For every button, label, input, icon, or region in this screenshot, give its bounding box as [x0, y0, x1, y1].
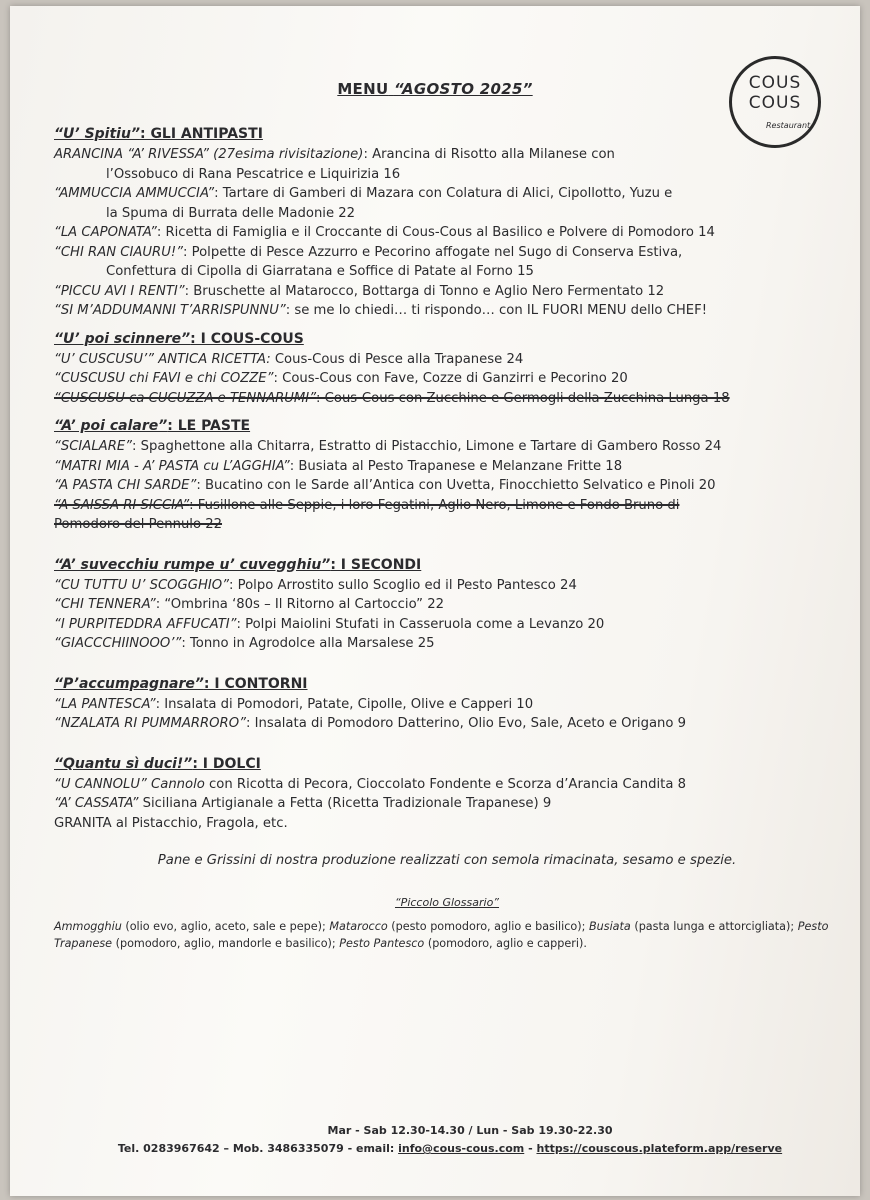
- menu-item-continuation: la Spuma di Burrata delle Madonie 22: [106, 205, 356, 221]
- section-heading-italic: “Quantu sì duci!”: [54, 755, 193, 772]
- menu-item-description: : Arancina di Risotto alla Milanese con: [363, 147, 615, 162]
- menu-item-continuation: Confettura di Cipolla di Giarratana e Soffice di Patate al Forno 15: [106, 264, 534, 279]
- menu-item: [54, 389, 840, 409]
- menu-item-line: [54, 714, 840, 734]
- menu-item-description: : Insalata di Pomodoro Datterino, Olio Evo, Sale, Aceto e Origano 9: [245, 716, 687, 731]
- glossary-term: Ammogghiu: [54, 920, 122, 933]
- menu-item: [54, 714, 840, 734]
- menu-item: [54, 775, 840, 795]
- section-heading-italic: “A’ suvecchiu rumpe u’ cuvegghiu”: [54, 556, 331, 573]
- menu-section: [54, 124, 840, 321]
- section-heading: [54, 674, 840, 695]
- menu-item-line: [54, 145, 840, 165]
- section-heading-title: : LE PASTE: [167, 418, 251, 434]
- menu-item-line: [54, 301, 840, 321]
- menu-item: [54, 437, 840, 457]
- menu-item-description: : Bruschette al Matarocco, Bottarga di Tonno e Aglio Nero Fermentato 12: [184, 283, 665, 299]
- menu-item-line: [54, 223, 840, 243]
- menu-item-description: : Bucatino con le Sarde all’Antica con Uvetta, Finocchietto Selvatico e Pinoli 20: [196, 478, 716, 493]
- glossary-term: Pesto Pantesco: [339, 937, 425, 950]
- glossary-definition: (pomodoro, aglio e capperi).: [424, 937, 587, 950]
- menu-content: [54, 124, 840, 952]
- menu-item: [54, 476, 840, 496]
- menu-item-line: [54, 814, 840, 834]
- menu-item-line: [54, 184, 840, 204]
- glossary-definition: (pomodoro, aglio, mandorle e basilico);: [112, 937, 340, 950]
- menu-item-line: [54, 496, 840, 516]
- menu-item: [54, 282, 840, 302]
- section-heading: [54, 329, 840, 350]
- contact-line: [50, 1142, 850, 1155]
- menu-sheet: [10, 6, 860, 1196]
- menu-item: [54, 595, 840, 615]
- menu-item-name: “LA PANTESCA”: [54, 696, 156, 712]
- menu-item-name: “U CANNOLU” Cannolo: [54, 776, 205, 792]
- glossary-term: Matarocco: [329, 920, 388, 933]
- menu-item-line: [54, 794, 840, 814]
- menu-item-name: “U’ CUSCUSU’” ANTICA RICETTA:: [54, 351, 271, 367]
- menu-item: [54, 695, 840, 715]
- section-heading-title: : I CONTORNI: [203, 675, 308, 692]
- menu-item-name: “CU TUTTU U’ SCOGGHIO”: [54, 577, 229, 593]
- menu-item-description: : Cous-Cous con Zucchine e Germogli della Zucchina Lunga 18: [316, 390, 730, 406]
- menu-item-name: “A PASTA CHI SARDE”: [54, 478, 197, 493]
- menu-item-name: “AMMUCCIA AMMUCCIA”: [54, 186, 215, 201]
- menu-item-description: : Polpi Maiolini Stufati in Casseruola come a Levanzo 20: [236, 616, 605, 632]
- menu-item-name: “NZALATA RI PUMMARRORO”: [54, 716, 246, 731]
- glossary-title: “Piccolo Glossario”: [394, 895, 500, 909]
- section-heading-title: : I COUS-COUS: [190, 330, 304, 347]
- menu-item-description: Cous-Cous di Pesce alla Trapanese 24: [270, 351, 524, 367]
- menu-item: [54, 634, 840, 654]
- menu-item-continuation: Pomodoro del Pennulo 22: [54, 517, 223, 532]
- menu-item-description: : Polpette di Pesce Azzurro e Pecorino affogate nel Sugo di Conserva Estiva,: [182, 244, 683, 260]
- menu-item-description: : Insalata di Pomodori, Patate, Cipolle, Olive e Capperi 10: [155, 696, 534, 712]
- menu-item-name: “SI M’ADDUMANNI T’ARRISPUNNU”: [54, 303, 286, 318]
- section-heading-italic: “U’ poi scinnere”: [54, 330, 191, 347]
- menu-item-description: : Spaghettone alla Chitarra, Estratto di Pistacchio, Limone e Tartare di Gambero Rosso 24: [132, 439, 722, 454]
- menu-item-name: “LA CAPONATA”: [54, 225, 157, 240]
- menu-item-line: [54, 576, 840, 596]
- menu-item-name: “I PURPITEDDRA AFFUCATI”: [54, 616, 237, 632]
- menu-item-description: : Tonno in Agrodolce alla Marsalese 25: [181, 636, 435, 651]
- menu-item: [54, 243, 840, 282]
- logo-line-1: COUS: [748, 73, 802, 93]
- menu-item-description: : Busiata al Pesto Trapanese e Melanzane Fritte 18: [289, 458, 623, 474]
- menu-item: [54, 496, 840, 535]
- menu-item-name: “A SAISSA RI SICCIA”: [54, 497, 190, 513]
- menu-item: [54, 301, 840, 321]
- menu-item-name: “GIACCCHIINOOO’”: [54, 636, 182, 651]
- menu-item-line: [54, 634, 840, 654]
- menu-item-description: con Ricotta di Pecora, Cioccolato Fondente e Scorza d’Arancia Candita 8: [204, 776, 687, 792]
- contact-phones: Tel. 0283967642 – Mob. 3486335079 - email:: [117, 1142, 399, 1155]
- menu-section: [54, 416, 840, 535]
- logo-line-2: COUS: [748, 93, 802, 113]
- glossary-definition: (pesto pomodoro, aglio e basilico);: [387, 920, 589, 933]
- email-link[interactable]: info@cous-cous.com: [398, 1142, 525, 1155]
- menu-section: [54, 555, 840, 654]
- section-heading-italic: “P’accumpagnare”: [54, 675, 204, 692]
- menu-item-name: “CHI TENNERA”: [54, 597, 156, 612]
- menu-item: [54, 576, 840, 596]
- menu-item-description: : Ricetta di Famiglia e il Croccante di Cous-Cous al Basilico e Polvere di Pomodoro 14: [156, 225, 715, 240]
- menu-item: [54, 457, 840, 477]
- menu-item: [54, 615, 840, 635]
- menu-item-line: [54, 243, 840, 263]
- menu-item-continuation: l’Ossobuco di Rana Pescatrice e Liquirizia 16: [106, 166, 401, 182]
- section-heading: [54, 124, 840, 145]
- menu-section: [54, 754, 840, 834]
- menu-item-name: “A’ CASSATA”: [54, 796, 139, 811]
- reservation-link[interactable]: https://couscous.plateform.app/reserve: [536, 1142, 783, 1155]
- menu-item-line: [54, 369, 840, 389]
- menu-item-name: “CUSCUSU chi FAVI e chi COZZE”: [54, 371, 274, 386]
- menu-item-line: [54, 389, 840, 409]
- glossary-term: Pesto Trapanese: [54, 920, 829, 950]
- menu-item-line: [54, 476, 840, 496]
- menu-item-name: ARANCINA “A’ RIVESSA” (27esima rivisitazione): [54, 147, 364, 162]
- section-heading-italic: “U’ Spitiu”: [54, 126, 140, 142]
- glossary-text: [54, 918, 840, 952]
- section-heading: [54, 416, 840, 437]
- menu-item: [54, 350, 840, 370]
- opening-hours: Mar - Sab 12.30-14.30 / Lun - Sab 19.30-22.30: [327, 1124, 613, 1137]
- logo-line-3: Restaurant: [766, 121, 811, 130]
- contact-separator: -: [524, 1142, 537, 1155]
- glossary-definition: (pasta lunga e attorcigliata);: [630, 920, 798, 933]
- section-heading-title: : GLI ANTIPASTI: [139, 126, 263, 142]
- section-heading-title: : I SECONDI: [330, 556, 422, 573]
- menu-item-name: “PICCU AVI I RENTI”: [54, 283, 185, 299]
- menu-item: [54, 145, 840, 184]
- menu-item-line: [54, 282, 840, 302]
- menu-item-description: : “Ombrina ‘80s – Il Ritorno al Cartoccio” 22: [155, 597, 444, 612]
- menu-item-line: [54, 457, 840, 477]
- menu-item-line: [54, 695, 840, 715]
- menu-item-line: [54, 595, 840, 615]
- menu-item-name: “MATRI MIA - A’ PASTA cu L’AGGHIA”: [54, 458, 290, 474]
- menu-item-line: [54, 350, 840, 370]
- section-heading-italic: “A’ poi calare”: [54, 418, 168, 434]
- menu-item: [54, 223, 840, 243]
- menu-item-line: [54, 775, 840, 795]
- menu-section: [54, 674, 840, 734]
- menu-item: [54, 814, 840, 834]
- section-heading-title: : I DOLCI: [192, 755, 261, 772]
- menu-item-name: “CHI RAN CIAURU!”: [54, 244, 183, 260]
- menu-item-description: GRANITA al Pistacchio, Fragola, etc.: [54, 815, 288, 831]
- menu-item-description: : Tartare di Gamberi di Mazara con Colatura di Alici, Cipollotto, Yuzu e: [214, 186, 673, 201]
- menu-item-description: : Polpo Arrostito sullo Scoglio ed il Pesto Pantesco 24: [229, 577, 577, 593]
- menu-item-description: : se me lo chiedi… ti rispondo… con IL FUORI MENU dello CHEF!: [285, 303, 708, 318]
- menu-title-prefix: MENU: [337, 80, 389, 98]
- menu-item: [54, 369, 840, 389]
- glossary-term: Busiata: [588, 920, 631, 933]
- menu-item-line: [54, 437, 840, 457]
- menu-section: [54, 329, 840, 409]
- menu-item-name: “CUSCUSU ca CUCUZZA e TENNARUMI”: [54, 390, 317, 406]
- menu-item-description: Siciliana Artigianale a Fetta (Ricetta Tradizionale Trapanese) 9: [138, 796, 552, 811]
- menu-title-date: “AGOSTO 2025”: [393, 80, 533, 98]
- glossary-definition: (olio evo, aglio, aceto, sale e pepe);: [121, 920, 330, 933]
- bread-note: Pane e Grissini di nostra produzione realizzati con semola rimacinata, sesamo e spezie.: [157, 853, 737, 868]
- menu-item-name: “SCIALARE”: [54, 439, 133, 454]
- menu-item-line: [54, 615, 840, 635]
- section-heading: [54, 754, 840, 775]
- menu-item-description: : Cous-Cous con Fave, Cozze di Ganzirri e Pecorino 20: [273, 371, 628, 386]
- menu-item-description: : Fusillone alle Seppie, i loro Fegatini, Aglio Nero, Limone e Fondo Bruno di: [189, 497, 680, 513]
- section-heading: [54, 555, 840, 576]
- menu-item: [54, 794, 840, 814]
- menu-item: [54, 184, 840, 223]
